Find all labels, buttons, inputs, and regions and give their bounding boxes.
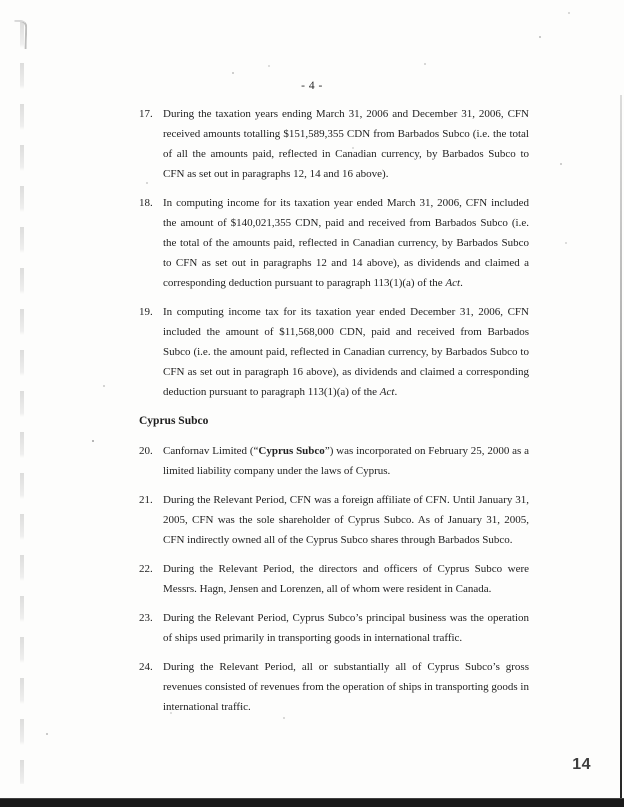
paragraph-17	[139, 104, 529, 184]
text-segment: Canfornav Limited (“	[163, 445, 259, 457]
page-number: 14	[572, 756, 591, 773]
text-segment-italic: Act	[379, 386, 395, 398]
text-segment: ”) was incorporated on February 25, 2000 as a limited liability company under the laws of Cyprus.	[163, 445, 529, 477]
paragraph-number: 19.	[139, 306, 153, 318]
paragraph-number: 18.	[139, 197, 153, 209]
paragraph-23	[139, 608, 529, 648]
paragraph-text	[163, 559, 529, 599]
paragraph-19	[139, 302, 529, 402]
paragraph-number: 23.	[139, 612, 153, 624]
paragraph-text	[163, 302, 529, 402]
paragraph-24	[139, 657, 529, 717]
paragraph-22	[139, 559, 529, 599]
text-segment: During the Relevant Period, CFN was a foreign affiliate of CFN. Until January 31, 2005, CFN was the sole shareholder of Cyprus Subco. As of January 31, 2005, CFN indirectly owned all of the Cyprus Subco shares through Barbados Subco.	[163, 494, 529, 546]
paragraph-number: 24.	[139, 661, 153, 673]
text-segment: .	[460, 277, 463, 289]
paragraph-20	[139, 441, 529, 481]
paragraph-text	[163, 490, 529, 550]
scan-artifact-left-margin-marks	[20, 22, 24, 784]
paragraph-18	[139, 193, 529, 293]
section-heading: Cyprus Subco	[139, 415, 209, 427]
text-segment: During the taxation years ending March 31, 2006 and December 31, 2006, CFN received amounts totalling $151,589,355 CDN from Barbados Subco (i.e. the total of all the amounts paid, reflected in Canadian currency, by Barbados Subco to CFN as set out in paragraphs 12, 14 and 16 above).	[163, 108, 529, 180]
paragraph-number: 17.	[139, 108, 153, 120]
page-header-number: - 4 -	[301, 80, 323, 92]
text-segment: During the Relevant Period, Cyprus Subco’s principal business was the operation of ships used primarily in transporting goods in international traffic.	[163, 612, 529, 644]
scan-artifact-specks	[0, 0, 2, 2]
text-segment: During the Relevant Period, the directors and officers of Cyprus Subco were Messrs. Hagn, Jensen and Lorenzen, all of whom were resident in Canada.	[163, 563, 529, 595]
paragraph-text	[163, 657, 529, 717]
text-segment-bold: Cyprus Subco	[258, 445, 325, 457]
scan-artifact-right-edge-line	[620, 95, 622, 807]
paragraph-21	[139, 490, 529, 550]
paragraph-number: 20.	[139, 445, 153, 457]
paragraph-text	[163, 441, 529, 481]
text-segment: In computing income for its taxation year ended March 31, 2006, CFN included the amount of $140,021,355 CDN, paid and received from Barbados Subco (i.e. the total of the amounts paid, reflected in Canadian currency, by Barbados Subco to CFN as set out in paragraphs 12 and 14 above), as dividends and claimed a corresponding deduction pursuant to paragraph 113(1)(a) of the	[163, 197, 529, 289]
paragraph-number: 22.	[139, 563, 153, 575]
scan-artifact-corner-mark	[14, 20, 28, 49]
paragraph-number: 21.	[139, 494, 153, 506]
paragraph-text	[163, 104, 529, 184]
paragraph-text	[163, 193, 529, 293]
text-segment-italic: Act	[445, 277, 461, 289]
paragraph-text	[163, 608, 529, 648]
text-segment: During the Relevant Period, all or substantially all of Cyprus Subco’s gross revenues consisted of revenues from the operation of ships in transporting goods in international traffic.	[163, 661, 529, 713]
scan-artifact-bottom-edge	[0, 798, 624, 807]
document-body	[139, 104, 529, 726]
text-segment: In computing income tax for its taxation year ended December 31, 2006, CFN included the amount of $11,568,000 CDN, paid and received from Barbados Subco (i.e. the amount paid, reflected in Canadian currency, by Barbados Subco to CFN as set out in paragraph 16 above), as dividends and claimed a corresponding deduction pursuant to paragraph 113(1)(a) of the	[163, 306, 529, 398]
text-segment: .	[394, 386, 398, 398]
